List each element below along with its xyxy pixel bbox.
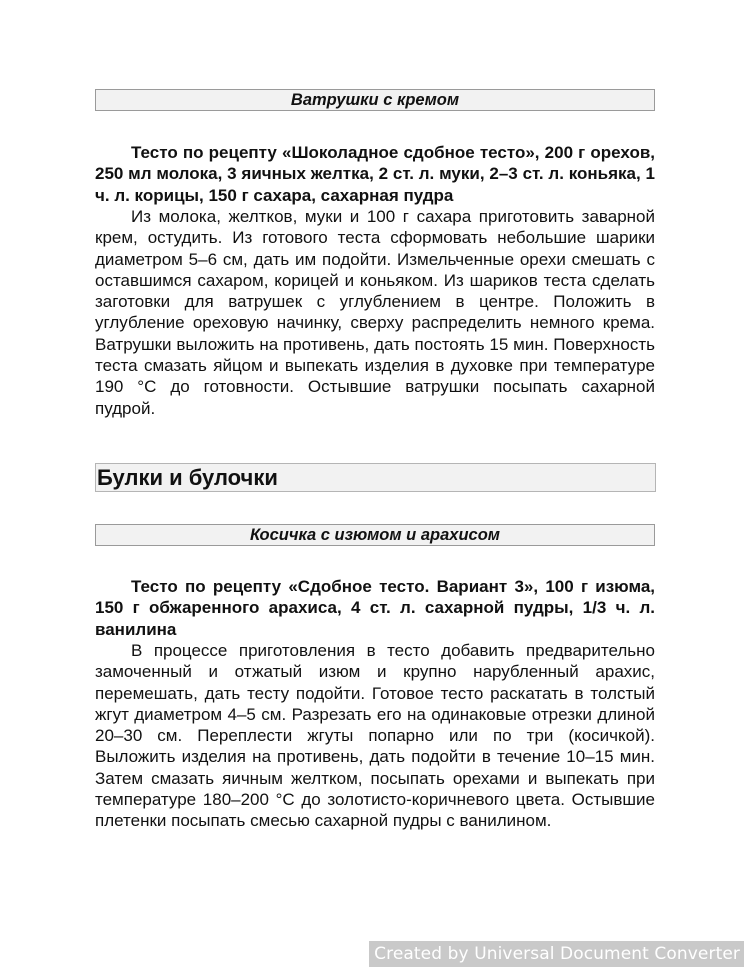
recipe-ingredients-kosichka: Тесто по рецепту «Сдобное тесто. Вариант 3», 100 г изюма, 150 г обжаренного арахиса, 4 ст. л. сахарной пудры, 1/3 ч. л. ванилина <box>95 577 655 639</box>
section-heading-bulki: Булки и булочки <box>95 463 656 492</box>
recipe-title-kosichka: Косичка с изюмом и арахисом <box>95 524 655 546</box>
recipe-title-vatrushki: Ватрушки с кремом <box>95 89 655 111</box>
recipe-ingredients-vatrushki: Тесто по рецепту «Шоколадное сдобное тесто», 200 г орехов, 250 мл молока, 3 яичных желтка, 2 ст. л. муки, 2–3 ст. л. коньяка, 1 ч. л. корицы, 150 г сахара, сахарная пудра <box>95 143 655 205</box>
watermark-label: Created by Universal Document Converter <box>369 941 744 967</box>
recipe-method-vatrushki: Из молока, желтков, муки и 100 г сахара приготовить заварной крем, остудить. Из готового теста сформовать небольшие шарики диаметром 5–6 см, дать им подойти. Измельченные орехи смешать с оставшимся сахаром, корицей и коньяком. Из шариков теста сделать заготовки для ватрушек с углублением в центре. Положить в углубление ореховую начинку, сверху распределить немного крема. Ватрушки выложить на противень, дать постоять 15 мин. Поверхность теста смазать яйцом и выпекать изделия в духовке при температуре 190 °С до готовности. Остывшие ватрушки посыпать сахарной пудрой. <box>95 207 655 418</box>
recipe-method-kosichka: В процессе приготовления в тесто добавить предварительно замоченный и отжатый изюм и крупно нарубленный арахис, перемешать, дать тесту подойти. Готовое тесто раскатать в толстый жгут диаметром 4–5 см. Разрезать его на одинаковые отрезки длиной 20–30 см. Переплести жгуты попарно или по три (косичкой). Выложить изделия на противень, дать подойти в течение 10–15 мин. Затем смазать яичным желтком, посыпать орехами и выпекать при температуре 180–200 °С до золотисто-коричневого цвета. Остывшие плетенки посыпать смесью сахарной пудры с ванилином. <box>95 641 655 831</box>
